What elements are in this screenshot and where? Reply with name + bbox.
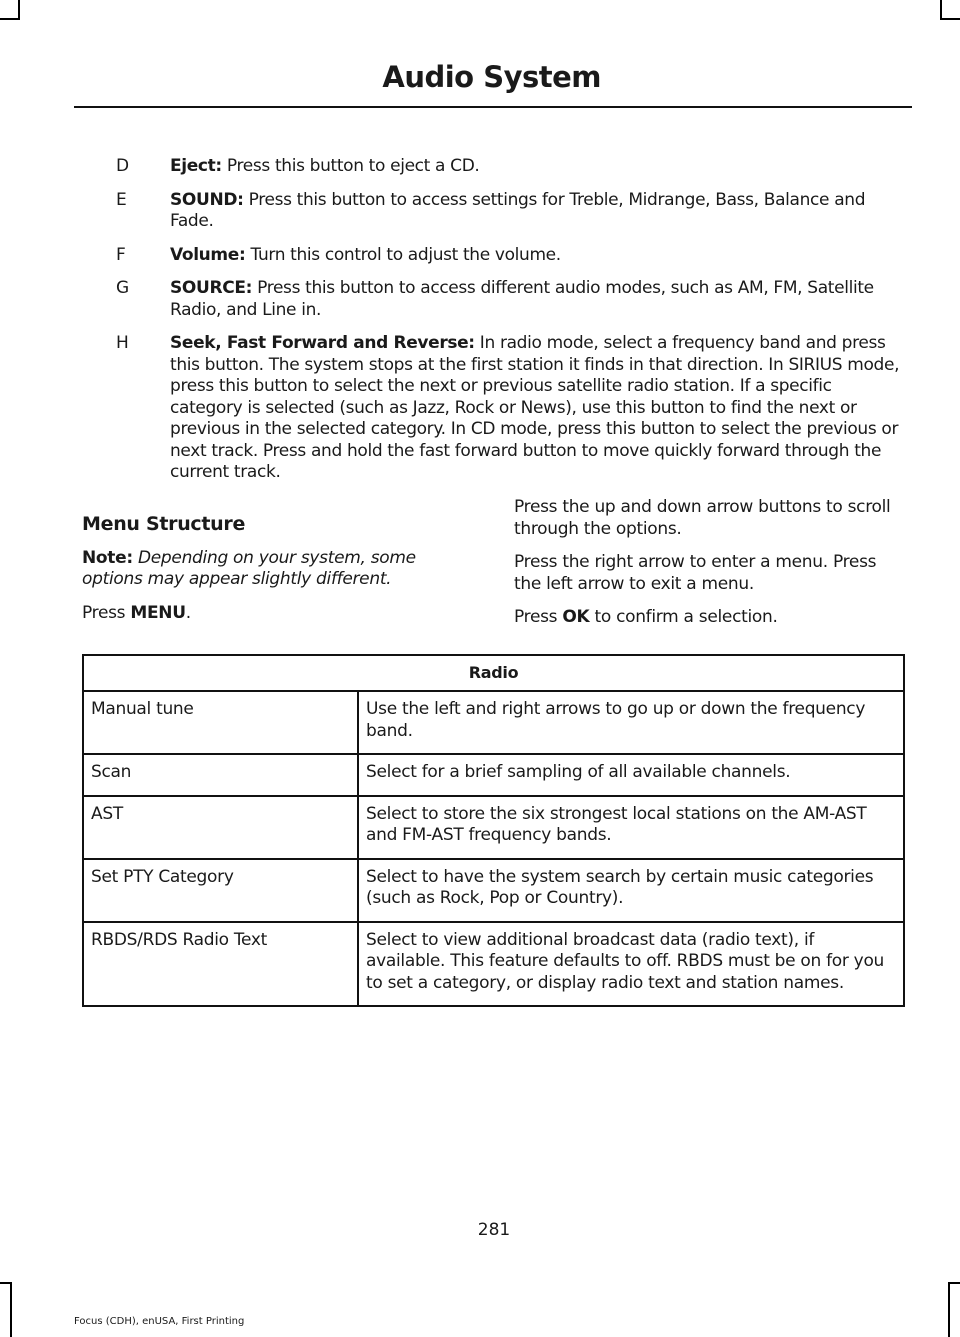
confirm-suffix: to confirm a selection. — [589, 607, 778, 627]
page-number: 281 — [477, 1220, 511, 1240]
item-text — [170, 245, 906, 267]
item-label: Seek, Fast Forward and Reverse: — [170, 333, 475, 353]
note-text: Depending on your system, some options may appear slightly different. — [82, 547, 416, 589]
item-letter: E — [116, 189, 127, 210]
header-divider — [74, 106, 912, 108]
press-suffix: . — [185, 602, 191, 623]
crop-mark — [0, 18, 18, 20]
crop-mark — [0, 1282, 12, 1284]
radio-menu-table — [82, 654, 905, 1007]
list-item — [0, 245, 960, 267]
list-item — [0, 156, 960, 178]
item-letter: H — [116, 333, 129, 353]
item-letter: F — [116, 244, 126, 265]
item-description: In radio mode, select a frequency band and press this button. The system stops at the first station it finds in that direction. In SIRIUS mode, press this button to select the next or previous satellite radio station. If a specific category is selected (such as Jazz, Rock or News), use this button to find the next or previous in the selected category. In CD mode, press this button to select the previous or next track. Press and hold the fast forward button to move quickly forward through the current track. — [170, 333, 900, 482]
list-item — [0, 333, 960, 484]
item-description: Press this button to access different audio modes, such as AM, FM, Satellite Radio, and Line in. — [170, 278, 874, 320]
menu-structure-section — [82, 514, 462, 636]
option-cell: Scan — [83, 754, 358, 796]
option-cell: AST — [83, 796, 358, 859]
table-row — [83, 691, 904, 754]
item-letter: G — [116, 278, 130, 298]
item-label: SOURCE: — [170, 278, 253, 298]
note-paragraph — [82, 548, 462, 591]
item-letter: D — [116, 156, 130, 176]
press-menu-paragraph — [82, 603, 462, 625]
crop-mark — [948, 1282, 950, 1337]
description-cell: Select to store the six strongest local stations on the AM-AST and FM-AST frequency bands. — [358, 796, 904, 859]
footer-text: Focus (CDH), enUSA, First Printing — [74, 1316, 245, 1327]
page-title: Audio System — [382, 60, 601, 94]
table-row — [83, 859, 904, 922]
list-item — [0, 190, 960, 233]
description-cell: Select to view additional broadcast data (radio text), if available. This feature defaults to off. RBDS must be on for you to set a category, or display radio text and station names. — [358, 922, 904, 1007]
option-cell: RBDS/RDS Radio Text — [83, 922, 358, 1007]
instruction-enter-exit: Press the right arrow to enter a menu. Press the left arrow to exit a menu. — [514, 552, 877, 594]
item-text — [170, 333, 906, 484]
item-text — [170, 278, 906, 321]
section-heading: Menu Structure — [82, 513, 246, 535]
menu-key: MENU — [130, 602, 186, 623]
note-label: Note: — [82, 547, 133, 568]
press-prefix: Press — [82, 602, 131, 623]
table-row — [83, 796, 904, 859]
crop-mark — [940, 0, 942, 20]
crop-mark — [10, 1282, 12, 1337]
item-description: Turn this control to adjust the volume. — [245, 244, 561, 265]
item-text — [170, 156, 906, 178]
instruction-confirm — [514, 607, 904, 629]
confirm-prefix: Press — [514, 607, 563, 627]
table-header-row — [83, 655, 904, 691]
item-label: Volume: — [170, 244, 246, 265]
list-item — [0, 278, 960, 321]
ok-key: OK — [562, 607, 590, 627]
description-cell: Use the left and right arrows to go up or down the frequency band. — [358, 691, 904, 754]
instructions-section — [514, 497, 904, 641]
table-row — [83, 922, 904, 1007]
item-label: SOUND: — [170, 189, 244, 210]
table-title: Radio — [83, 655, 904, 691]
item-text — [170, 190, 906, 233]
item-description: Press this button to access settings for Treble, Midrange, Bass, Balance and Fade. — [170, 189, 866, 231]
crop-mark — [18, 0, 20, 20]
item-label: Eject: — [170, 156, 222, 176]
instruction-arrows: Press the up and down arrow buttons to scroll through the options. — [514, 497, 891, 539]
description-cell: Select to have the system search by certain music categories (such as Rock, Pop or Country). — [358, 859, 904, 922]
description-cell: Select for a brief sampling of all available channels. — [358, 754, 904, 796]
control-list — [0, 156, 960, 496]
crop-mark — [948, 1282, 960, 1284]
table-row — [83, 754, 904, 796]
option-cell: Set PTY Category — [83, 859, 358, 922]
crop-mark — [942, 18, 960, 20]
item-description: Press this button to eject a CD. — [221, 156, 480, 176]
option-cell: Manual tune — [83, 691, 358, 754]
